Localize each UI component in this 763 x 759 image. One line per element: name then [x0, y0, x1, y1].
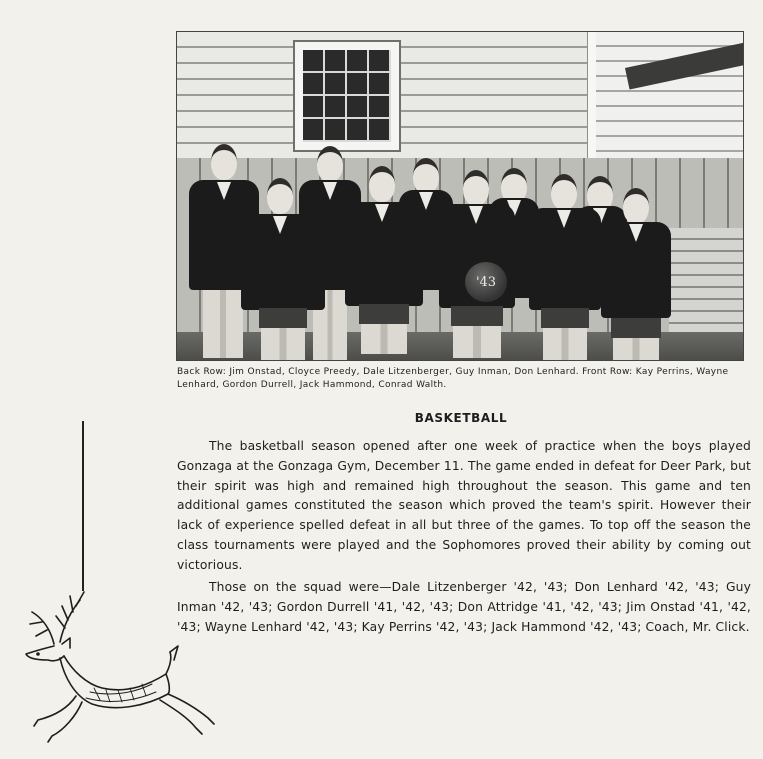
photo-caption: Back Row: Jim Onstad, Cloyce Preedy, Dale Litzenberger, Guy Inman, Don Lenhard. Front Row: Kay Perrins, Wayne Lenhard, Gordon Durrell, Jack Hammond, Conrad Walth. — [177, 367, 729, 390]
team-photo — [176, 31, 744, 361]
porch-steps — [669, 228, 743, 332]
ball-year-label: '43 — [475, 274, 497, 290]
leaping-deer-icon — [20, 584, 216, 746]
basketball-ball — [465, 262, 507, 302]
paragraph-season: The basketball season opened after one week of practice when the boys played Gonzaga at the Gonzaga Gym, December 11. The game ended in defeat for Deer Park, but their spirit was high and remained high throughout the season. This game and ten additional games constituted the season which proved the team's spirit. However their lack of experience spelled defeat in all but three of the games. To top off the season the class tournaments were played and the Sophomores proved their ability by coming out victorious. — [177, 439, 751, 572]
section-heading: BASKETBALL — [414, 411, 508, 425]
paragraph-squad: Those on the squad were—Dale Litzenberger '42, '43; Don Lenhard '42, '43; Guy Inman '42, '43; Gordon Durrell '41, '42, '43; Don Attridge '41, '42, '43; Jim Onstad '41, '42, '43; Wayne Lenhard '42, '43; Kay Perrins '42, '43; Jack Hammond '42, '43; Coach, Mr. Click. — [177, 580, 751, 634]
vertical-rule — [82, 421, 84, 591]
building-window — [293, 40, 401, 152]
